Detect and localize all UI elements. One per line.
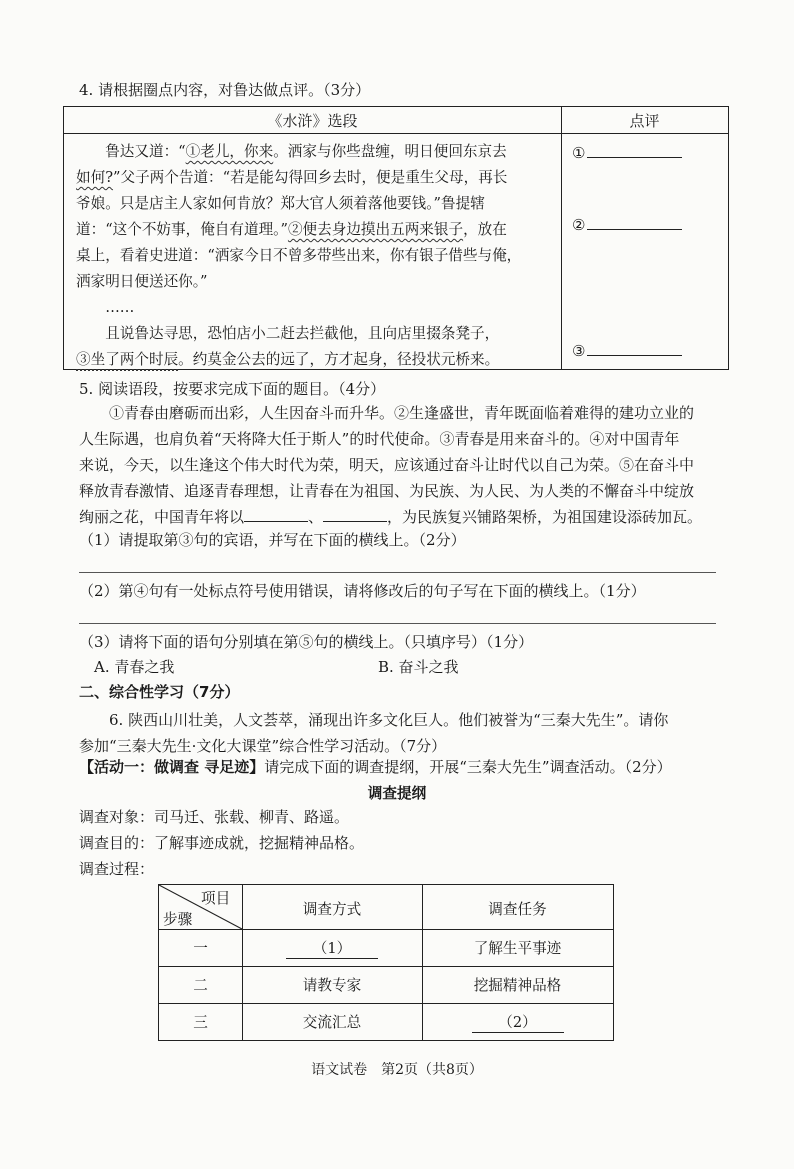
passage-text: 桌上，看着史进道：“洒家今日不曾多带些出来，你有银子借些与俺， (76, 247, 522, 264)
option-a: A. 青春之我 (94, 658, 175, 676)
corner-header-top: 项目 (201, 890, 231, 907)
step-cell: 一 (193, 940, 208, 957)
method-cell: 请教专家 (302, 977, 362, 994)
slot-number: ② (572, 216, 586, 234)
ellipsis: …… (105, 299, 135, 316)
survey-object: 调查对象：司马迁、张载、柳青、路遥。 (79, 808, 350, 826)
q5-sub3: （3）请将下面的语句分别填在第⑤句的横线上。（只填序号）（1分） (79, 633, 534, 651)
passage-text: 鲁达又道：“ (105, 143, 186, 160)
passage-text: 道：“这个不妨事，俺自有道理。” (76, 221, 288, 238)
activity-line (79, 756, 672, 777)
passage-text: ①青春由磨砺而出彩，人生因奋斗而升华。②生逢盛世，青年既面临着难得的建功立业的 (109, 404, 695, 422)
survey-table (158, 884, 614, 1041)
q4-col1-header: 《水浒》选段 (267, 112, 358, 130)
q4-prompt: 4. 请根据圈点内容，对鲁达做点评。（3分） (79, 81, 371, 99)
task-cell: 挖掘精神品格 (473, 977, 562, 994)
task-blank-2[interactable] (422, 1011, 613, 1033)
table-divider (561, 107, 562, 369)
marked-text-1: ①老儿，你来 (185, 143, 274, 160)
passage-text: 参加“三秦大先生·文化大课堂”综合性学习活动。（7分） (79, 737, 447, 755)
q5-sub2: （2）第④句有一处标点符号使用错误，请将修改后的句子写在下面的横线上。（1分） (79, 582, 646, 600)
section-title: 二、综合性学习（7分） (79, 683, 240, 701)
passage-text: ，放在 (463, 221, 507, 238)
method-cell: 交流汇总 (302, 1014, 362, 1031)
passage-text: 释放青春激情、追逐青春理想，让青春在为祖国、为民族、为人民、为人类的不懈奋斗中绽放 (79, 482, 695, 500)
blank-label: （1） (286, 937, 378, 959)
slot-number: ① (572, 144, 586, 162)
method-blank-1[interactable] (242, 937, 422, 959)
passage-text: 且说鲁达寻思，恐怕店小二赶去拦截他，且向店里掇条凳子， (105, 325, 500, 342)
comment-slot-2[interactable] (572, 215, 682, 234)
table-divider (159, 966, 613, 967)
step-cell: 二 (193, 977, 208, 994)
table-divider (64, 133, 728, 134)
passage-text: ，为民族复兴铺路架桥，为祖国建设添砖加瓦。 (387, 508, 703, 526)
table-divider (159, 1003, 613, 1004)
header-task: 调查任务 (488, 901, 547, 918)
corner-header-bottom: 步骤 (163, 911, 193, 928)
q4-col2-header: 点评 (629, 112, 660, 130)
blank-label: （2） (472, 1011, 564, 1033)
q4-passage (76, 139, 554, 373)
task-cell: 了解生平事迹 (473, 940, 562, 957)
passage-text: 洒家明日便送还你。” (76, 273, 208, 290)
passage-text: 人生际遇，也肩负着“天将降大任于斯人”的时代使命。③青春是用来奋斗的。④对中国青年 (79, 430, 680, 448)
q5-sub1: （1）请提取第③句的宾语，并写在下面的横线上。（2分） (79, 531, 466, 549)
passage-text: 6. 陕西山川壮美，人文荟萃，涌现出许多文化巨人。他们被誉为“三秦大先生”。请你 (109, 711, 669, 729)
marked-text-3: ③坐了两个时辰 (76, 351, 179, 368)
page-footer: 语文试卷 第2页（共8页） (311, 1062, 483, 1078)
passage-text: 、 (308, 508, 324, 526)
passage-text: 爷娘。只是店主人家如何肯放？郑大官人须着落他要钱。”鲁提辖 (76, 195, 485, 212)
activity-label: 【活动一：做调查 寻足迹】 (79, 758, 265, 776)
comment-slot-1[interactable] (572, 143, 682, 162)
q5-passage (79, 400, 715, 530)
passage-text: 。洒家与你些盘缠，明日便回东京去 (273, 143, 507, 160)
q4-table (63, 106, 729, 370)
passage-text: ”父子两个告道：“若是能勾得回乡去时，便是重生父母，再长 (113, 169, 508, 186)
survey-purpose: 调查目的：了解事迹成就，挖掘精神品格。 (79, 834, 365, 852)
marked-text-2: ②便去身边摸出五两来银子 (287, 221, 464, 238)
outline-title: 调查提纲 (367, 785, 427, 802)
activity-text: 请完成下面的调查提纲，开展“三秦大先生”调查活动。（2分） (264, 758, 672, 776)
option-b: B. 奋斗之我 (378, 658, 459, 676)
comment-slot-3[interactable] (572, 341, 682, 360)
slot-number: ③ (572, 342, 586, 360)
q5-prompt: 5. 阅读语段，按要求完成下面的题目。（4分） (79, 380, 386, 398)
passage-text: 。约莫金公去的远了，方才起身，径投状元桥来。 (178, 351, 500, 368)
answer-line-2[interactable] (79, 623, 716, 624)
fill-blank-1[interactable] (244, 507, 308, 522)
q6-text (79, 707, 715, 759)
passage-text: 来说，今天，以生逢这个伟大时代为荣，明天，应该通过奋斗让时代以自己为荣。⑤在奋斗中 (79, 456, 695, 474)
marked-text-1b: 如何? (76, 169, 114, 186)
passage-text: 绚丽之花，中国青年将以 (79, 508, 245, 526)
fill-blank-2[interactable] (323, 507, 387, 522)
step-cell: 三 (193, 1014, 208, 1031)
answer-line-1[interactable] (79, 572, 716, 573)
survey-process: 调查过程： (79, 860, 155, 878)
header-method: 调查方式 (302, 901, 362, 918)
